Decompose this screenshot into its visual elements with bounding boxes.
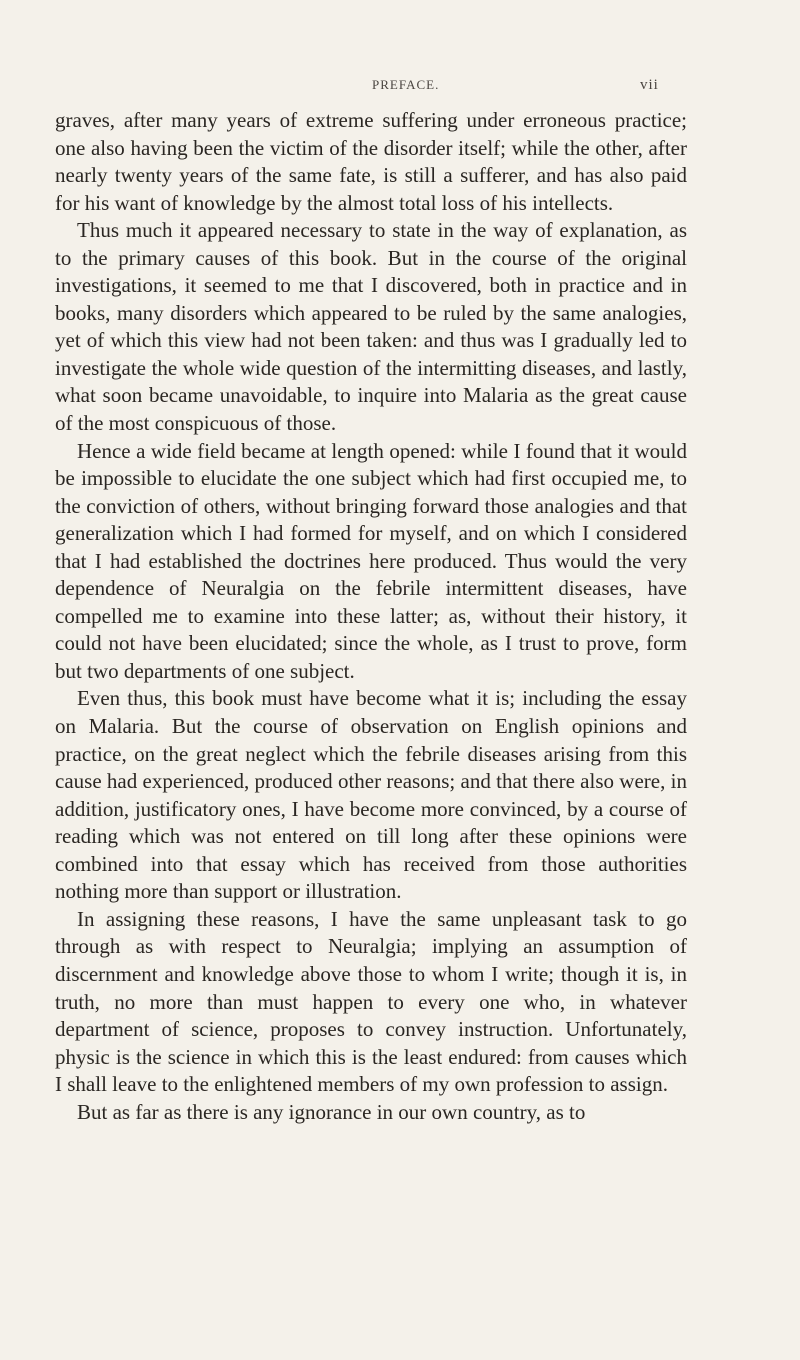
running-title: PREFACE. [372, 77, 440, 92]
page-header [0, 73, 800, 97]
paragraph: Hence a wide field became at length opened: while I found that it would be impossible to elucidate the one subject which had first occupied me, to the conviction of others, without bringing forward those analogies and that generalization which I had formed for myself, and on which I considered that I had established the doctrines here produced. Thus would the very dependence of Neuralgia on the febrile intermittent diseases, have compelled me to examine into these latter; as, without their history, it could not have been elucidated; since the whole, as I trust to prove, form but two departments of one subject. [55, 438, 687, 683]
paragraph: graves, after many years of extreme suffering under erroneous practice; one also having been the victim of the disorder itself; while the other, after nearly twenty years of the same fate, is still a sufferer, and has also paid for his want of knowledge by the almost total loss of his intellects. [55, 108, 687, 215]
paragraph: Even thus, this book must have become what it is; including the essay on Malaria. But the course of observation on English opinions and practice, on the great neglect which the febrile diseases arising from this cause had experienced, produced other reasons; and that there also were, in addition, justificatory ones, I have become more convinced, by a course of reading which was not entered on till long after these opinions were combined into that essay which has received from those authorities nothing more than support or illustration. [55, 686, 687, 904]
body-text [55, 107, 687, 1126]
paragraph: In assigning these reasons, I have the same unpleasant task to go through as with respect to Neuralgia; implying an assumption of discernment and knowledge above those to whom I write; though it is, in truth, no more than must happen to every one who, in whatever department of science, proposes to convey instruction. Unfortunately, physic is the science in which this is the least endured: from causes which I shall leave to the enlightened members of my own profession to assign. [55, 906, 687, 1097]
page-number: vii [640, 77, 659, 93]
paragraph: But as far as there is any ignorance in our own country, as to [77, 1099, 586, 1124]
paragraph: Thus much it appeared necessary to state in the way of explanation, as to the primary causes of this book. But in the course of the original investigations, it seemed to me that I discovered, both in practice and in books, many disorders which appeared to be ruled by the same analogies, yet of which this view had not been taken: and thus was I gradually led to investigate the whole wide question of the intermitting diseases, and lastly, what soon became unavoidable, to inquire into Malaria as the great cause of the most conspicuous of those. [55, 218, 687, 436]
